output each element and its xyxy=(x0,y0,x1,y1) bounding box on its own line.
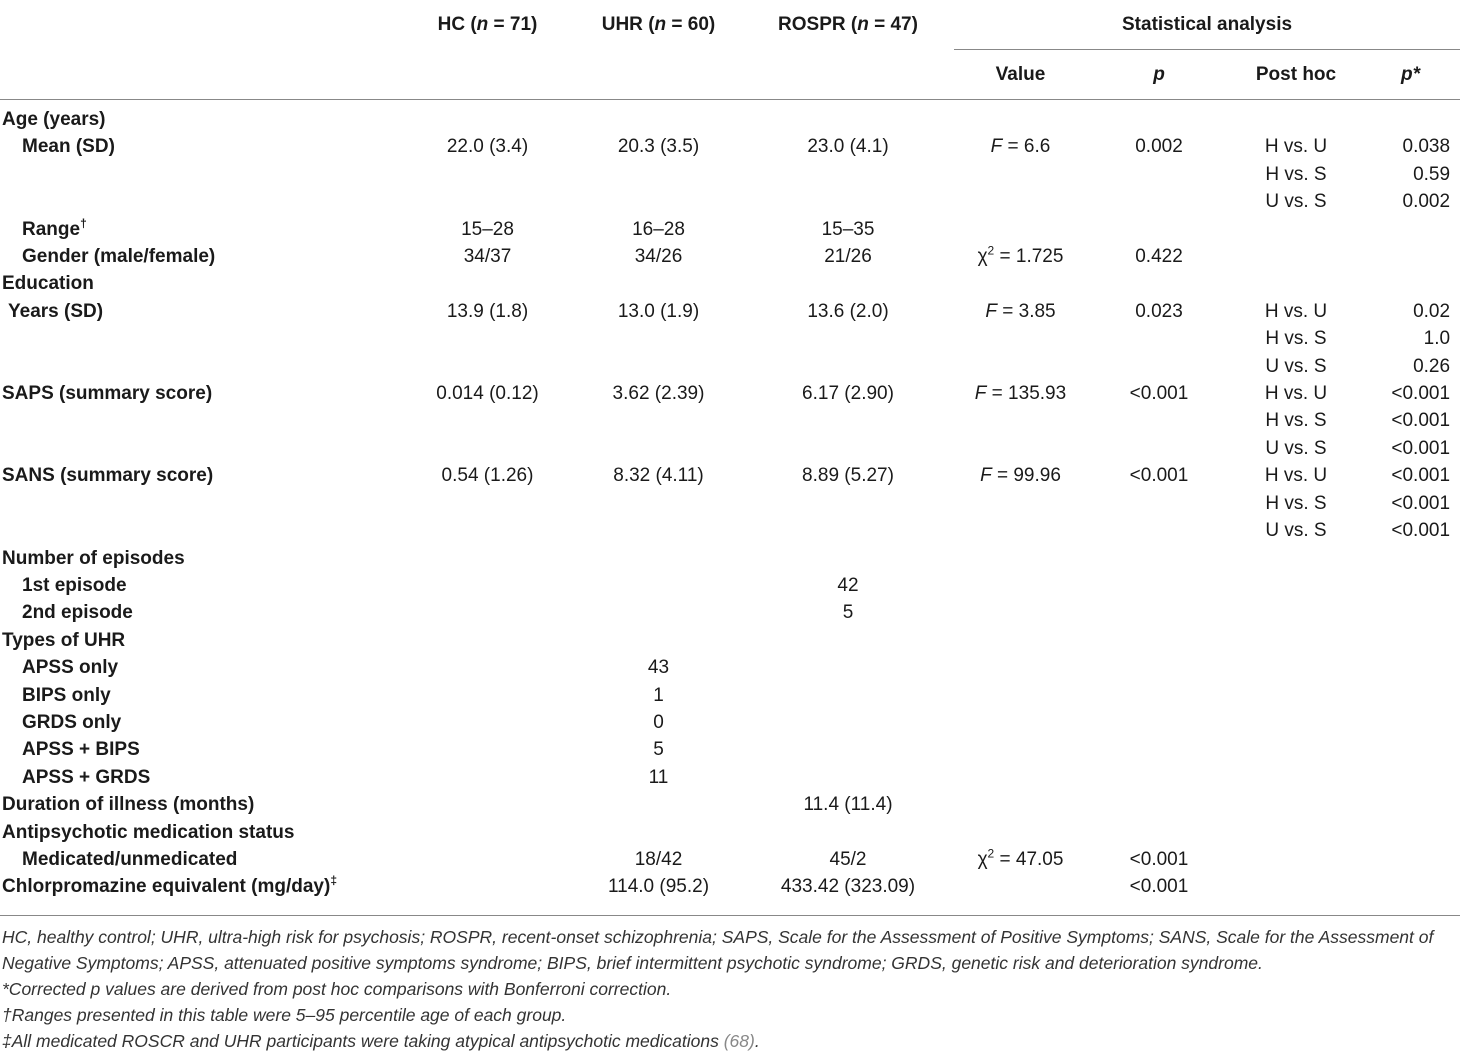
cell-stat-value xyxy=(954,517,1087,544)
row-label: Types of UHR xyxy=(2,629,126,651)
footnote-star: *Corrected p values are derived from post hoc comparisons with Bonferroni correction. xyxy=(2,979,672,999)
cell-post-hoc: H vs. U xyxy=(1264,383,1328,405)
cell-hc xyxy=(400,682,575,709)
cell-post-hoc xyxy=(1231,599,1361,626)
cell-p-corrected: <0.001 xyxy=(1391,437,1451,459)
cell-rospr xyxy=(742,490,954,517)
row-label: 2nd episode xyxy=(22,602,133,624)
cell-p-corrected xyxy=(1361,736,1460,763)
cell-hc xyxy=(400,545,575,572)
cell-uhr xyxy=(575,545,742,572)
cell-stat-value xyxy=(954,490,1087,517)
cell-p-corrected xyxy=(1361,599,1460,626)
cell-p xyxy=(1087,764,1231,791)
row-label: SAPS (summary score) xyxy=(2,383,213,405)
cell-p-corrected: <0.001 xyxy=(1391,383,1451,405)
cell-post-hoc xyxy=(1231,270,1361,297)
cell-stat-value xyxy=(954,572,1087,599)
cell-p-corrected xyxy=(1361,243,1460,270)
cell-p xyxy=(1087,819,1231,846)
cell-hc: 13.9 (1.8) xyxy=(446,300,529,322)
cell-rospr xyxy=(742,188,954,215)
cell-hc xyxy=(400,819,575,846)
cell-p xyxy=(1087,572,1231,599)
cell-rospr xyxy=(742,100,954,134)
row-label xyxy=(0,435,400,462)
row-label xyxy=(0,188,400,215)
cell-stat-value xyxy=(954,270,1087,297)
cell-rospr xyxy=(742,764,954,791)
cell-stat-value xyxy=(954,764,1087,791)
cell-rospr xyxy=(742,325,954,352)
cell-p xyxy=(1087,517,1231,544)
cell-stat-value xyxy=(954,188,1087,215)
cell-uhr xyxy=(575,100,742,134)
cell-rospr: 433.42 (323.09) xyxy=(780,876,916,898)
cell-p-corrected: <0.001 xyxy=(1391,520,1451,542)
table-row xyxy=(0,599,1460,626)
cell-post-hoc xyxy=(1231,736,1361,763)
cell-hc xyxy=(400,736,575,763)
cell-uhr xyxy=(575,353,742,380)
cell-p-corrected xyxy=(1361,627,1460,654)
cell-uhr: 1 xyxy=(653,684,664,706)
cell-p-corrected: 1.0 xyxy=(1423,328,1451,350)
row-label: Antipsychotic medication status xyxy=(2,821,295,843)
cell-rospr xyxy=(742,161,954,188)
cell-p xyxy=(1087,654,1231,681)
cell-p xyxy=(1087,490,1231,517)
cell-p xyxy=(1087,270,1231,297)
table-row xyxy=(0,682,1460,709)
cell-p: <0.001 xyxy=(1129,876,1189,898)
cell-post-hoc: H vs. S xyxy=(1265,163,1327,185)
cell-stat-value xyxy=(954,627,1087,654)
header-statistical-analysis: Statistical analysis xyxy=(954,0,1460,50)
table-row xyxy=(0,545,1460,572)
row-label: BIPS only xyxy=(22,684,111,706)
cell-uhr xyxy=(575,791,742,818)
cell-rospr: 6.17 (2.90) xyxy=(802,383,894,405)
row-label: SANS (summary score) xyxy=(2,465,214,487)
cell-uhr xyxy=(575,435,742,462)
row-label xyxy=(0,325,400,352)
cell-rospr xyxy=(742,517,954,544)
cell-post-hoc xyxy=(1231,545,1361,572)
cell-p xyxy=(1087,100,1231,134)
header-rospr-n: (n = 47) xyxy=(850,13,918,35)
cell-stat-value: F = 99.96 xyxy=(980,465,1061,487)
table-row xyxy=(0,100,1460,134)
cell-hc: 15–28 xyxy=(461,218,514,240)
cell-uhr: 114.0 (95.2) xyxy=(607,876,710,898)
table-row xyxy=(0,873,1460,900)
cell-hc xyxy=(400,188,575,215)
cell-uhr: 0 xyxy=(653,711,664,733)
header-hc-n: (n = 71) xyxy=(470,13,538,35)
cell-hc xyxy=(400,517,575,544)
cell-rospr xyxy=(742,407,954,434)
row-label: Duration of illness (months) xyxy=(2,794,255,816)
cell-p-corrected xyxy=(1361,572,1460,599)
cell-rospr xyxy=(742,270,954,297)
header-rospr: ROSPR (n = 47) xyxy=(778,13,918,35)
footnote-dagger: †Ranges presented in this table were 5–95 percentile age of each group. xyxy=(2,1005,567,1025)
cell-post-hoc: H vs. S xyxy=(1265,410,1327,432)
cell-rospr: 11.4 (11.4) xyxy=(803,794,893,816)
cell-uhr xyxy=(575,325,742,352)
cell-p xyxy=(1087,599,1231,626)
header-blank xyxy=(0,0,400,50)
cell-post-hoc: H vs. S xyxy=(1265,492,1327,514)
cell-p-corrected: <0.001 xyxy=(1391,465,1451,487)
cell-p xyxy=(1087,325,1231,352)
row-label: Education xyxy=(2,273,94,295)
table-row xyxy=(0,819,1460,846)
cell-p: 0.023 xyxy=(1135,300,1183,322)
cell-post-hoc: U vs. S xyxy=(1265,191,1327,213)
header-hc: HC (n = 71) xyxy=(437,13,538,35)
cell-rospr: 15–35 xyxy=(821,218,875,240)
row-label: GRDS only xyxy=(22,711,122,733)
cell-post-hoc: H vs. U xyxy=(1264,136,1328,158)
cell-hc xyxy=(400,161,575,188)
cell-rospr: 21/26 xyxy=(824,246,872,268)
table-row xyxy=(0,298,1460,325)
cell-p-corrected xyxy=(1361,545,1460,572)
row-label: Chlorpromazine equivalent (mg/day)‡ xyxy=(2,874,338,898)
cell-uhr: 3.62 (2.39) xyxy=(612,383,705,405)
cell-p-corrected xyxy=(1361,654,1460,681)
cell-uhr: 13.0 (1.9) xyxy=(617,300,700,322)
table-row xyxy=(0,654,1460,681)
table-row xyxy=(0,380,1460,407)
row-label: Gender (male/female) xyxy=(22,246,216,268)
cell-p-corrected: 0.26 xyxy=(1413,355,1451,377)
table-footnotes xyxy=(2,924,1452,1054)
cell-p: 0.002 xyxy=(1135,136,1183,158)
table-body xyxy=(0,100,1460,901)
table-row xyxy=(0,353,1460,380)
header-p: p xyxy=(1087,50,1231,100)
cell-p-corrected xyxy=(1361,216,1460,243)
cell-uhr xyxy=(575,572,742,599)
cell-rospr xyxy=(742,709,954,736)
row-label xyxy=(0,353,400,380)
cell-p xyxy=(1087,161,1231,188)
table-row xyxy=(0,791,1460,818)
cell-uhr xyxy=(575,490,742,517)
table-row xyxy=(0,764,1460,791)
table-row xyxy=(0,627,1460,654)
row-label xyxy=(0,517,400,544)
cell-post-hoc xyxy=(1231,764,1361,791)
cell-p xyxy=(1087,709,1231,736)
cell-p-corrected: 0.038 xyxy=(1402,136,1451,158)
cell-stat-value xyxy=(954,407,1087,434)
header-uhr: UHR (n = 60) xyxy=(601,13,716,35)
header-post-hoc: Post hoc xyxy=(1231,50,1361,100)
cell-uhr xyxy=(575,627,742,654)
citation-link[interactable]: (68) xyxy=(723,1031,755,1051)
cell-hc xyxy=(400,709,575,736)
row-label: Age (years) xyxy=(2,109,106,130)
cell-uhr xyxy=(575,270,742,297)
table-row xyxy=(0,216,1460,243)
table-row xyxy=(0,407,1460,434)
cell-hc: 22.0 (3.4) xyxy=(446,136,529,158)
cell-stat-value xyxy=(954,161,1087,188)
table-row xyxy=(0,133,1460,160)
cell-rospr xyxy=(742,435,954,462)
row-label: Mean (SD) xyxy=(22,136,115,158)
row-label xyxy=(0,161,400,188)
cell-stat-value xyxy=(954,100,1087,134)
table-row xyxy=(0,709,1460,736)
cell-p-corrected xyxy=(1361,791,1460,818)
cell-p: <0.001 xyxy=(1129,465,1189,487)
header-uhr-n: (n = 60) xyxy=(648,13,716,35)
cell-hc xyxy=(400,764,575,791)
cell-post-hoc: U vs. S xyxy=(1265,355,1327,377)
cell-p-corrected xyxy=(1361,819,1460,846)
cell-p: <0.001 xyxy=(1129,848,1189,870)
cell-rospr xyxy=(742,545,954,572)
cell-uhr xyxy=(575,188,742,215)
cell-hc xyxy=(400,407,575,434)
cell-p-corrected: 0.002 xyxy=(1402,191,1451,213)
cell-post-hoc xyxy=(1231,819,1361,846)
cell-stat-value xyxy=(954,435,1087,462)
cell-hc xyxy=(400,325,575,352)
cell-rospr xyxy=(742,627,954,654)
table-row xyxy=(0,161,1460,188)
cell-stat-value xyxy=(954,654,1087,681)
cell-post-hoc: U vs. S xyxy=(1265,520,1327,542)
cell-post-hoc xyxy=(1231,791,1361,818)
cell-stat-value xyxy=(954,819,1087,846)
cell-hc xyxy=(400,873,575,900)
cell-uhr: 20.3 (3.5) xyxy=(617,136,700,158)
cell-p-corrected: <0.001 xyxy=(1391,410,1451,432)
cell-post-hoc: H vs. U xyxy=(1264,300,1328,322)
cell-rospr: 13.6 (2.0) xyxy=(807,300,889,322)
cell-rospr: 5 xyxy=(842,602,854,624)
table-row xyxy=(0,572,1460,599)
cell-p-corrected xyxy=(1361,764,1460,791)
cell-stat-value: $\chi^2 = 1.725$ xyxy=(977,243,1064,268)
cell-post-hoc xyxy=(1231,572,1361,599)
row-label: APSS only xyxy=(22,657,119,679)
cell-p-corrected: 0.59 xyxy=(1413,163,1451,185)
row-label: Years (SD) xyxy=(8,300,104,322)
table-row xyxy=(0,846,1460,873)
cell-p xyxy=(1087,627,1231,654)
cell-p-corrected: 0.02 xyxy=(1413,300,1451,322)
cell-p xyxy=(1087,545,1231,572)
cell-stat-value xyxy=(954,682,1087,709)
cell-rospr: 8.89 (5.27) xyxy=(802,465,894,487)
cell-uhr: 16–28 xyxy=(632,218,685,240)
row-label xyxy=(0,490,400,517)
cell-uhr: 8.32 (4.11) xyxy=(613,465,704,487)
cell-post-hoc xyxy=(1231,709,1361,736)
table-row xyxy=(0,188,1460,215)
cell-p-corrected xyxy=(1361,709,1460,736)
row-label: Number of episodes xyxy=(2,547,185,569)
cell-stat-value xyxy=(954,216,1087,243)
row-label: Medicated/unmedicated xyxy=(22,848,238,870)
row-label xyxy=(0,407,400,434)
cell-hc xyxy=(400,490,575,517)
header-p-corrected: p* xyxy=(1361,50,1460,100)
header-value: Value xyxy=(954,50,1087,100)
cell-hc xyxy=(400,654,575,681)
cell-stat-value: F = 3.85 xyxy=(985,300,1056,322)
cell-stat-value: F = 6.6 xyxy=(990,136,1051,158)
cell-hc xyxy=(400,100,575,134)
cell-p xyxy=(1087,188,1231,215)
cell-p xyxy=(1087,736,1231,763)
cell-post-hoc xyxy=(1231,873,1361,900)
footnote-abbreviations: HC, healthy control; UHR, ultra-high risk for psychosis; ROSPR, recent-onset schizophrenia; SAPS, Scale for the Assessment of Positive Symptoms; SANS, Scale for the Assessment of Negative Symptoms; APSS, attenuated positive symptoms syndrome; BIPS, brief intermittent psychotic syndrome; GRDS, genetic risk and deterioration syndrome. xyxy=(2,927,1434,973)
row-label: APSS + GRDS xyxy=(22,766,151,788)
cell-uhr: 11 xyxy=(648,766,669,788)
cell-hc xyxy=(400,791,575,818)
cell-stat-value: $\chi^2 = 47.05$ xyxy=(977,846,1064,870)
cell-post-hoc xyxy=(1231,627,1361,654)
cell-p: 0.422 xyxy=(1135,246,1183,268)
row-label: 1st episode xyxy=(22,574,127,596)
cell-hc xyxy=(400,846,575,873)
cell-hc xyxy=(400,270,575,297)
cell-p-corrected xyxy=(1361,100,1460,134)
footnote-double-dagger: ‡All medicated ROSCR and UHR participants were taking atypical antipsychotic medications (68). xyxy=(2,1031,760,1051)
cell-post-hoc xyxy=(1231,216,1361,243)
cell-hc: 34/37 xyxy=(463,246,512,268)
cell-hc xyxy=(400,627,575,654)
cell-p-corrected xyxy=(1361,682,1460,709)
cell-hc xyxy=(400,435,575,462)
cell-post-hoc xyxy=(1231,846,1361,873)
cell-rospr: 42 xyxy=(837,574,859,596)
cell-uhr: 34/26 xyxy=(634,246,683,268)
cell-stat-value xyxy=(954,709,1087,736)
cell-rospr xyxy=(742,654,954,681)
cell-hc xyxy=(400,599,575,626)
cell-post-hoc xyxy=(1231,654,1361,681)
cell-stat-value xyxy=(954,873,1087,900)
cell-post-hoc: H vs. S xyxy=(1265,328,1327,350)
cell-stat-value xyxy=(954,353,1087,380)
cell-post-hoc xyxy=(1231,100,1361,134)
cell-post-hoc xyxy=(1231,682,1361,709)
cell-p xyxy=(1087,791,1231,818)
row-label: APSS + BIPS xyxy=(22,739,140,761)
cell-stat-value xyxy=(954,545,1087,572)
cell-p xyxy=(1087,407,1231,434)
table-row xyxy=(0,270,1460,297)
table-bottom-rule xyxy=(0,915,1460,916)
table-row xyxy=(0,243,1460,270)
cell-p-corrected xyxy=(1361,846,1460,873)
cell-hc xyxy=(400,353,575,380)
cell-stat-value: F = 135.93 xyxy=(974,383,1067,405)
table-row xyxy=(0,325,1460,352)
cell-stat-value xyxy=(954,736,1087,763)
cell-uhr: 43 xyxy=(647,657,670,679)
cell-uhr xyxy=(575,517,742,544)
cell-rospr: 45/2 xyxy=(829,848,867,870)
cell-stat-value xyxy=(954,791,1087,818)
cell-p xyxy=(1087,353,1231,380)
cell-p: <0.001 xyxy=(1129,383,1189,405)
table-row xyxy=(0,435,1460,462)
cell-uhr: 5 xyxy=(653,739,664,761)
cell-stat-value xyxy=(954,599,1087,626)
row-label: Range† xyxy=(22,216,87,240)
cell-rospr xyxy=(742,819,954,846)
cell-uhr: 18/42 xyxy=(634,848,683,870)
cell-rospr xyxy=(742,353,954,380)
table-row xyxy=(0,736,1460,763)
cell-p-corrected xyxy=(1361,873,1460,900)
cell-stat-value xyxy=(954,325,1087,352)
cell-rospr xyxy=(742,736,954,763)
cell-uhr xyxy=(575,161,742,188)
cell-uhr xyxy=(575,599,742,626)
cell-rospr xyxy=(742,682,954,709)
cell-p-corrected xyxy=(1361,270,1460,297)
cell-p xyxy=(1087,216,1231,243)
cell-hc xyxy=(400,572,575,599)
cell-post-hoc xyxy=(1231,243,1361,270)
cell-p-corrected: <0.001 xyxy=(1391,492,1451,514)
cell-uhr xyxy=(575,819,742,846)
table-row xyxy=(0,462,1460,489)
cell-post-hoc: U vs. S xyxy=(1265,437,1327,459)
table-row xyxy=(0,517,1460,544)
cell-p xyxy=(1087,435,1231,462)
cell-hc: 0.014 (0.12) xyxy=(436,383,539,405)
cell-p xyxy=(1087,682,1231,709)
cell-uhr xyxy=(575,407,742,434)
table-header xyxy=(0,0,1460,100)
cell-rospr: 23.0 (4.1) xyxy=(807,136,889,158)
cell-post-hoc: H vs. U xyxy=(1264,465,1328,487)
table-row xyxy=(0,490,1460,517)
cell-hc: 0.54 (1.26) xyxy=(441,465,534,487)
